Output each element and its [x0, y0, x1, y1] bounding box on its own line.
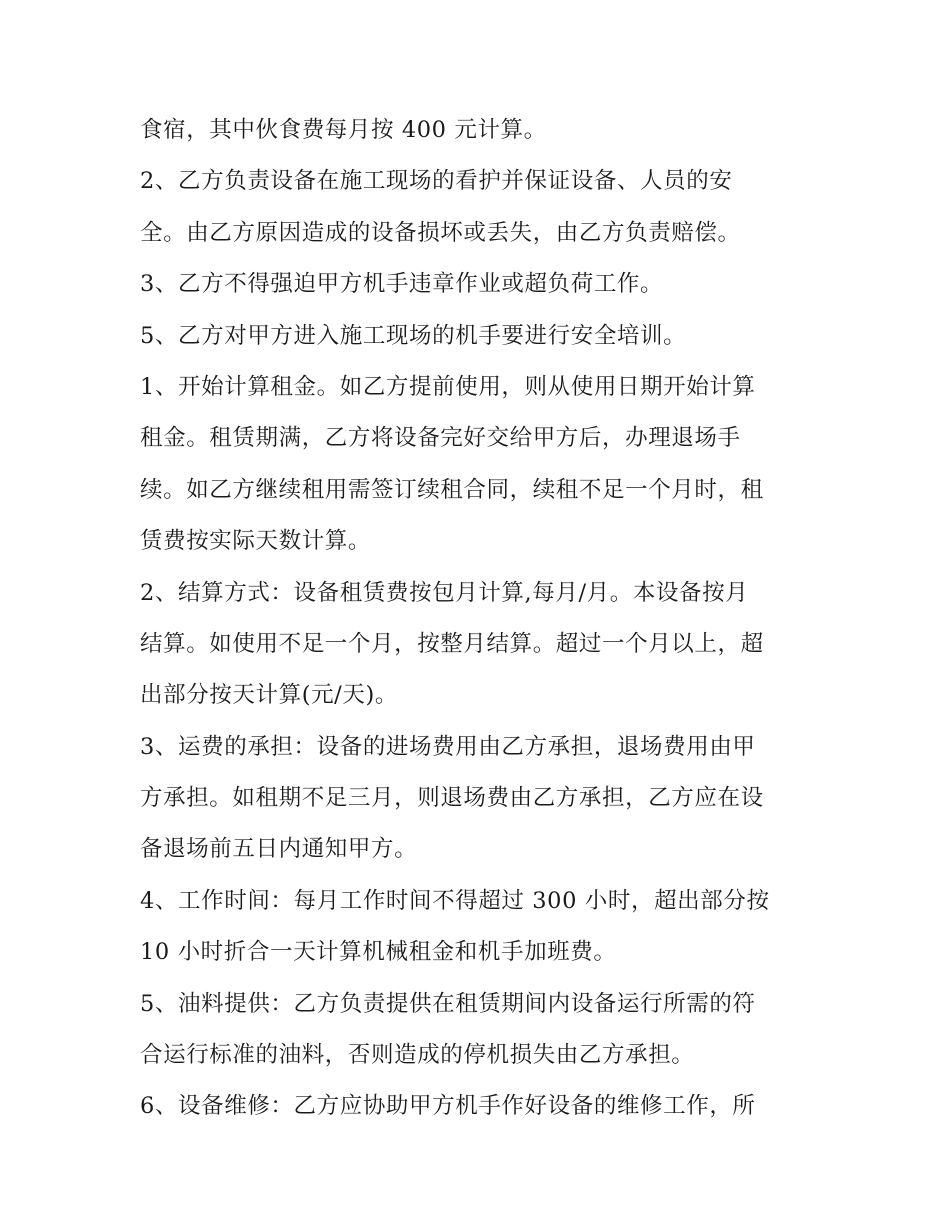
- text-line: 全。由乙方原因造成的设备损坏或丢失，由乙方负责赔偿。: [140, 219, 741, 246]
- text-line: 3、乙方不得强迫甲方机手违章作业或超负荷工作。: [140, 271, 664, 298]
- text-line: 备退场前五日内通知甲方。: [140, 836, 418, 863]
- text-line: 4、工作时间：每月工作时间不得超过 300 小时，超出部分按: [140, 887, 770, 914]
- document-body: [140, 105, 820, 1133]
- text-line: 2、乙方负责设备在施工现场的看护并保证设备、人员的安: [140, 168, 733, 195]
- text-line: 租金。租赁期满，乙方将设备完好交给甲方后，办理退场手: [140, 425, 741, 452]
- text-line: 6、设备维修：乙方应协助甲方机手作好设备的维修工作，所: [140, 1093, 756, 1120]
- text-line: 2、结算方式：设备租赁费按包月计算,每月/月。本设备按月: [140, 579, 749, 606]
- text-line: 3、运费的承担：设备的进场费用由乙方承担，退场费用由甲: [140, 733, 756, 760]
- text-line: 5、乙方对甲方进入施工现场的机手要进行安全培训。: [140, 322, 687, 349]
- text-line: 赁费按实际天数计算。: [140, 528, 372, 555]
- text-line: 5、油料提供：乙方负责提供在租赁期间内设备运行所需的符: [140, 990, 756, 1017]
- text-line: 方承担。如租期不足三月，则退场费由乙方承担，乙方应在设: [140, 785, 764, 812]
- text-line: 食宿，其中伙食费每月按 400 元计算。: [140, 117, 547, 143]
- text-line: 结算。如使用不足一个月，按整月结算。超过一个月以上，超: [140, 630, 764, 657]
- text-line: 续。如乙方继续租用需签订续租合同，续租不足一个月时，租: [140, 476, 764, 503]
- text-line: 1、开始计算租金。如乙方提前使用，则从使用日期开始计算: [140, 373, 756, 400]
- text-line: 10 小时折合一天计算机械租金和机手加班费。: [140, 939, 617, 966]
- text-line: 出部分按天计算(元/天)。: [140, 682, 398, 709]
- text-line: 合运行标准的油料，否则造成的停机损失由乙方承担。: [140, 1042, 695, 1069]
